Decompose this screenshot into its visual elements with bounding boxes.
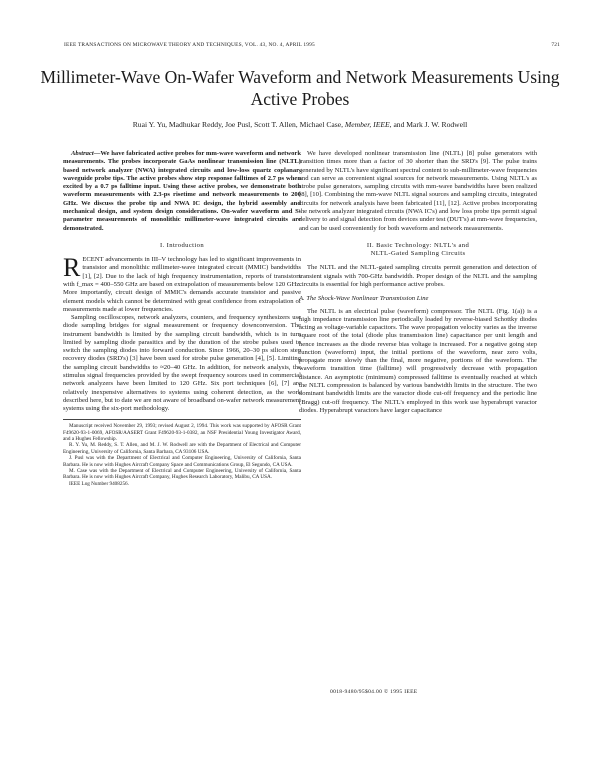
journal-name: IEEE TRANSACTIONS ON MICROWAVE THEORY AND TECHNIQUES, VOL. 43, NO. 4, APRIL 1995 bbox=[64, 42, 315, 48]
left-column bbox=[63, 150, 301, 487]
authors-main: Ruai Y. Yu, Madhukar Reddy, Joe Pusl, Scott T. Allen, Michael Case, bbox=[132, 120, 344, 129]
footnote-affiliation-2: J. Pusl was with the Department of Electrical and Computer Engineering, University of California, Santa Barbara. He is now with Hughes Aircraft Company Space and Communications Group, El Segundo, CA USA. bbox=[63, 455, 301, 468]
section-heading-basic-technology bbox=[299, 242, 537, 259]
abstract-label: Abstract— bbox=[71, 150, 101, 157]
right-column bbox=[299, 150, 537, 415]
right-paragraph-1: We have developed nonlinear transmission line (NLTL) [8] pulse generators with transition times more than a factor of 30 shorter than the SRD's [9]. The pulse trains generated by NLTL's have significant spectral content to sub-millimeter-wave frequencies and can serve as convenient signal sources for network measurements. Using NLTL's as strobe pulse generators, sampling circuits with mm-wave bandwidths have been realized [8], [10]. Combining the mm-wave NLTL signal sources and sampling circuits, integrated circuits for network analysis have been fabricated [11], [12]. Active probes incorporating the network analyzer integrated circuits (NWA IC's) and low loss probe tips permit signal delivery to and signal detection from devices under test (DUT's) at mm-wave frequencies, and can be used conveniently for both waveform and network measurements. bbox=[299, 150, 537, 232]
copyright-code: 0018-9480/95$04.00 © 1995 IEEE bbox=[330, 689, 418, 695]
right-paragraph-2: The NLTL and the NLTL-gated sampling circuits permit generation and detection of transient signals with 700-GHz bandwidth. Proper design of the NLTL and the sampling circuits is essential for high performance active probes. bbox=[299, 264, 537, 288]
intro-paragraph-1 bbox=[63, 253, 301, 314]
right-paragraph-3: The NLTL is an electrical pulse (waveform) compressor. The NLTL (Fig. 1(a)) is a high impedance transmission line periodically loaded by reverse-biased Schottky diodes acting as voltage-variable capacitors. The wave propagation velocity varies as the inverse square root of the total (diode plus transmission line) capacitance per unit length and hence increases as the diode reverse bias voltage is increased. For a negative going step function (waveform) input, the initial portions of the waveform, near zero volts, propagate more slowly than the final, more negative, portions of the waveform. The waveform transition time (falltime) will progressively decrease with propagation distance. An asymptotic (minimum) compressed falltime is eventually reached at which the NLTL compression is balanced by various bandwidth limits in the structure. The two dominant bandwidth limits are the varactor diode cut-off frequency and the periodic line (Bragg) cut-off frequency. The NLTL's employed in this work use hyperabrupt varactor diodes. Hyperabrupt varactors have larger capacitance bbox=[299, 307, 537, 414]
footnote-manuscript: Manuscript received November 29, 1993; revised August 2, 1994. This work was supported by AFOSR Grant F49620-93-1-0069, AFOSR/AASERT Grant F49620-93-1-0382, an NSF Presidential Young Investigator Award, and a Hughes Fellowship. bbox=[63, 423, 301, 443]
abstract bbox=[63, 150, 301, 233]
section-heading-introduction: I. Introduction bbox=[159, 241, 205, 249]
author-list bbox=[40, 120, 560, 130]
paper-title: Millimeter-Wave On-Wafer Waveform and Network Measurements Using Active Probes bbox=[40, 67, 560, 109]
footnote-affiliation-3: M. Case was with the Department of Electrical and Computer Engineering, University of California, Santa Barbara. He is now with Hughes Aircraft Company, Hughes Research Laboratory, Malibu, CA USA. bbox=[63, 467, 301, 481]
intro-paragraph-2: Sampling oscilloscopes, network analyzers, counters, and frequency synthesizers use diode sampling bridges for signal measurement or frequency downconversion. The instrument bandwidth is limited by the sampling circuit bandwidth, which is in turn limited by sampling diode parasitics and by the duration of the strobe pulses used to switch the sampling diodes into forward conduction. Since 1966, 20–30 ps silicon step recovery diodes (SRD's) [3] have been used for strobe pulse generation [4], [5]. Limiting the sampling circuit bandwidths to ≈20–40 GHz. In addition, for network analysis, the stimulus signal frequencies provided by the swept frequency sources used in commercial network analyzers have been limited to 120 GHz. Six port techniques [6], [7] are relatively inexpensive alternatives to systems using coherent detection, as the work described here, but to date we are not aware of broadband on-wafer network measurement systems using the six-port methodology. bbox=[63, 314, 302, 413]
footnotes bbox=[63, 419, 301, 486]
subsection-heading-nltl: A. The Shock-Wave Nonlinear Transmission Line bbox=[299, 295, 429, 303]
running-header bbox=[40, 42, 560, 52]
authors-member: Member, IEEE, bbox=[344, 120, 392, 129]
page-number: 721 bbox=[551, 42, 560, 48]
authors-last: and Mark J. W. Rodwell bbox=[393, 120, 468, 129]
intro-paragraph-1-text: ECENT advancements in III–V technology has led to significant improvements in transistor and monolithic millimeter-wave integrated circuit (MMIC) bandwidths [1], [2]. Due to the lack of high frequency instrumentation, reports of transistors with f_max = 400–550 GHz are based on extrapolation of measurements below 120 GHz. More importantly, circuit design of MMIC's demands accurate transistor and passive element models which cannot be determined with great confidence from extrapolation of measurements made at lower frequencies. bbox=[63, 256, 301, 313]
section2-heading-line2: NLTL-Gated Sampling Circuits bbox=[370, 250, 466, 258]
ieee-log-number: IEEE Log Number 9408256. bbox=[69, 480, 129, 487]
abstract-text: We have fabricated active probes for mm-wave waveform and network measurements. The probes incorporate GaAs nonlinear transmission line (NLTL) based network analyzer (NWA) integrated circuits and low-loss quartz coplanar-waveguide probe tips. The active probes show step response falltimes of 2.7 ps when excited by a 0.7 ps falltime input. Using these active probes, we demonstrate both waveform measurements with 2.3-ps risetime and network measurements to 200 GHz. We discuss the probe tip and NWA IC design, the hybrid assembly and mechanical design, and system design considerations. On-wafer waveform and S-parameter measurements of monolithic millimeter-wave integrated circuits are demonstrated. bbox=[63, 150, 301, 232]
footnote-affiliation-1: R. Y. Yu, M. Reddy, S. T. Allen, and M. J. W. Rodwell are with the Department of Electrical and Computer Engineering, University of California, Santa Barbara, CA 93106 USA. bbox=[63, 442, 301, 455]
drop-cap: R bbox=[63, 253, 81, 283]
section2-heading-line1: II. Basic Technology: NLTL's and bbox=[366, 241, 470, 249]
